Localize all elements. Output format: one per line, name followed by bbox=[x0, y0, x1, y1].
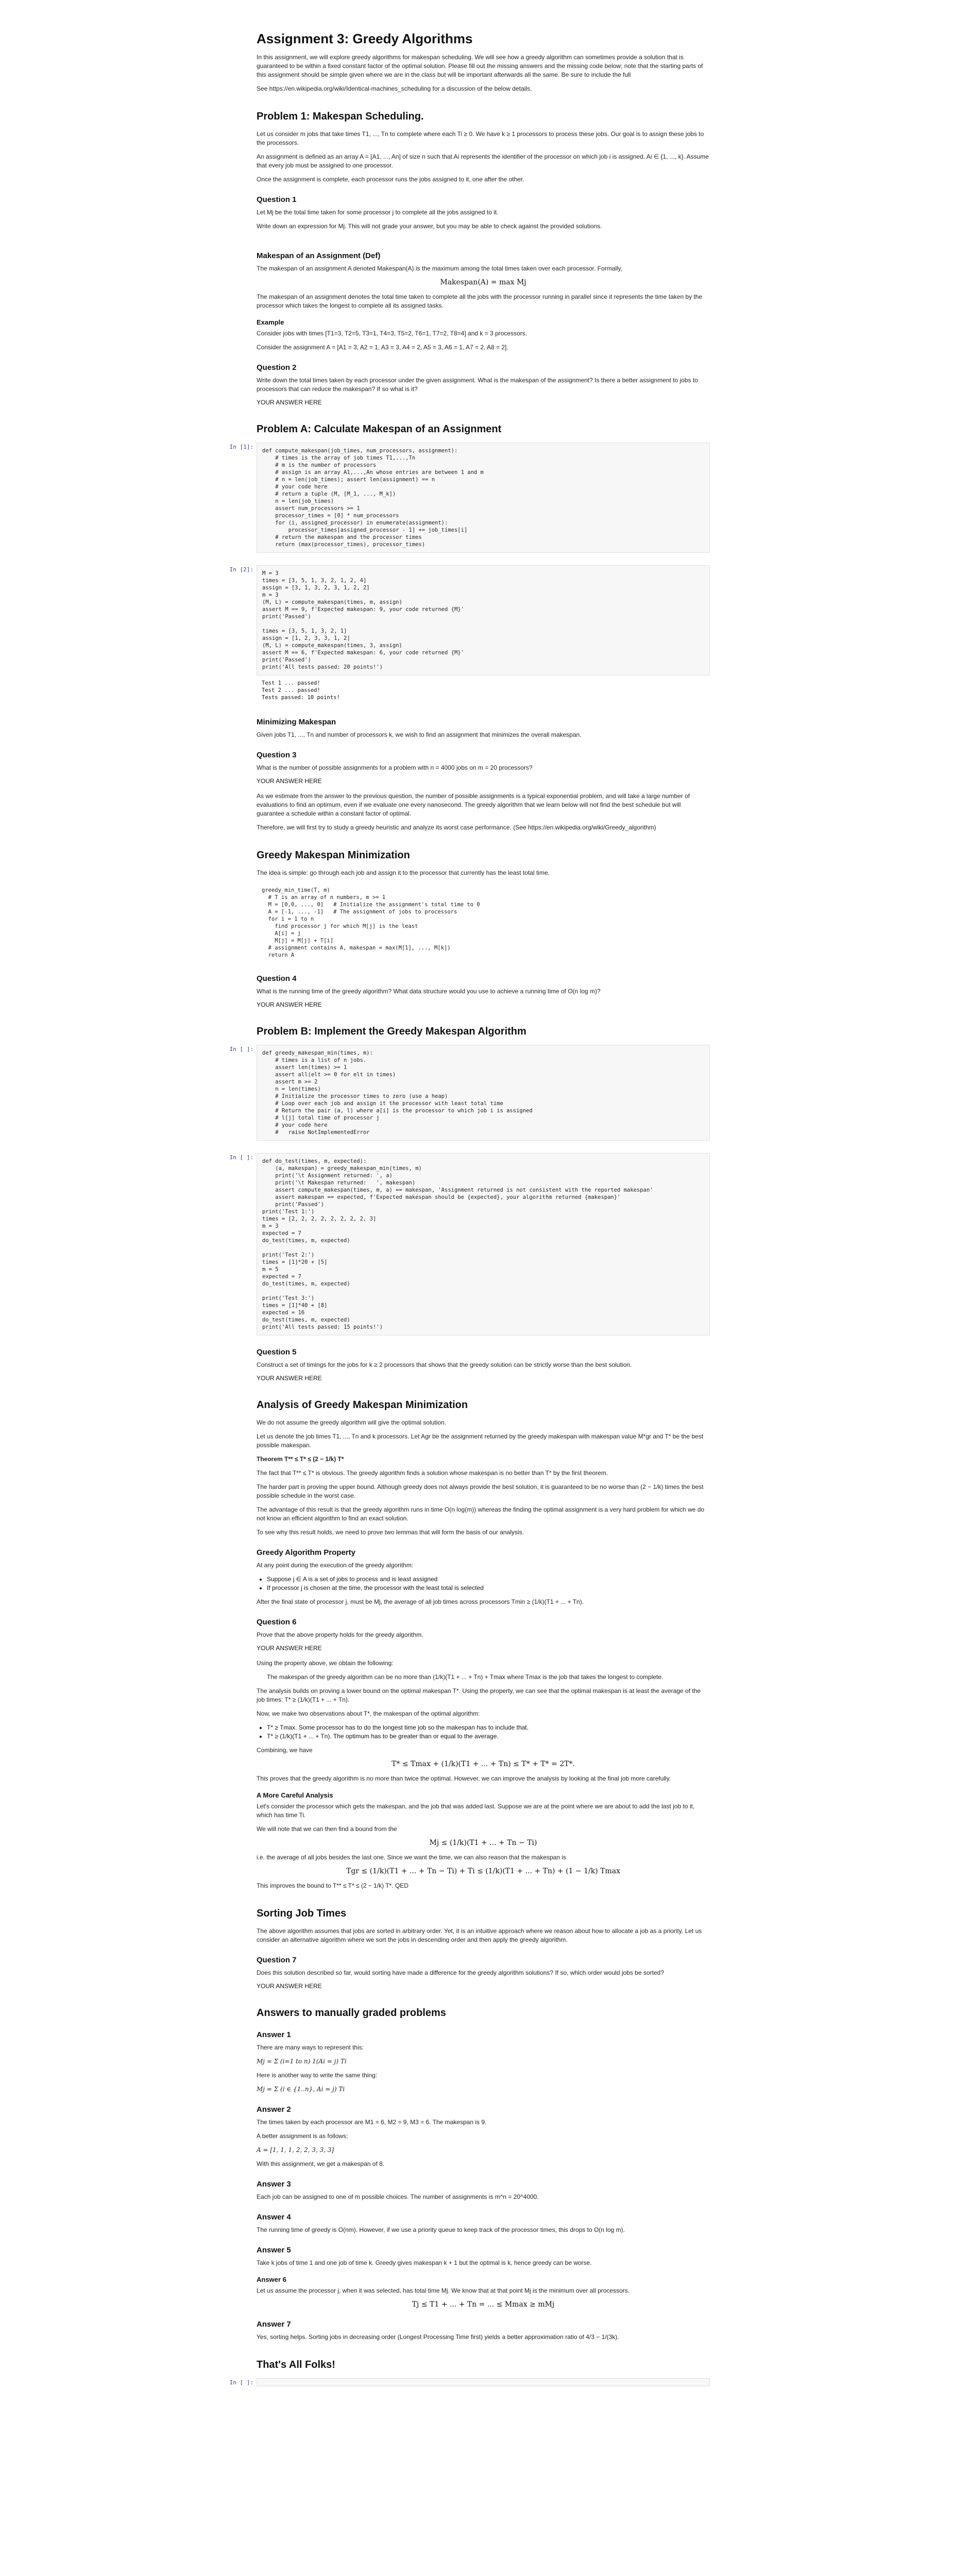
code-editor[interactable]: def greedy_makespan_min(times, m): # times is a list of n jobs. assert len(times) >= 1 assert all(elt >= 0 for elt in times) assert m >= 2 n = len(times) # Initialize the processor times to zero (use a heap) # Loop over each job and assign it the processor with least total time # Return the pair (a, l) where a[i] is the processor to which job i is assigned # l[j] total time of processor j # your code here # raise NotImplementedError bbox=[257, 1045, 710, 1141]
makespan-formula: Makespan(A) = max Mj bbox=[440, 278, 526, 286]
careful-analysis-text3: i.e. the average of all jobs besides the last one. Since we want the time, we can also reason that the makespan is bbox=[257, 1854, 567, 1861]
notebook bbox=[229, 0, 710, 2386]
list-item: • T* ≥ Tmax. Some processor has to do the longest time job so the makespan has to include that. bbox=[267, 1723, 710, 1732]
property-list bbox=[267, 1575, 710, 1592]
question3-text3[interactable]: Therefore, we will first try to study a greedy heuristic and analyze its worst case performance. (See https://en.wikipedia.org/wiki/Greedy_algorithm) bbox=[257, 824, 656, 831]
careful-analysis-text2: We will note that we can then find a bound from the bbox=[257, 1825, 397, 1833]
code-cell-empty[interactable] bbox=[229, 2378, 710, 2386]
answer2-title: Answer 2 bbox=[257, 2105, 291, 2114]
question7-title: Question 7 bbox=[257, 1956, 297, 1964]
greedy-pseudocode: greedy_min_time(T, m) # T is an array of n numbers, m >= 1 M = [0,0, ..., 0] # Initialize the assignment's total time to 0 A = [-1, ..., -1] # The assignment of jobs to processors for i = 1 to n find processor j for which M[j] is the least A[i] = j M[j] = M[j] + T[i] # assignment contains A, makespan = max(M[1], ..., M[k]) return A bbox=[257, 883, 710, 963]
question6-text: Prove that the above property holds for the greedy algorithm. bbox=[257, 1631, 423, 1638]
question2-title: Question 2 bbox=[257, 363, 297, 372]
finale-title: That's All Folks! bbox=[257, 2359, 335, 2370]
problem1-title: Problem 1: Makespan Scheduling. bbox=[257, 111, 424, 122]
question6-text7: This proves that the greedy algorithm is no more than twice the optimal. However, we can improve the analysis by looking at the final job more carefully. bbox=[257, 1775, 671, 1782]
answer2-text2: A better assignment is as follows: bbox=[257, 2132, 348, 2140]
answer3-text: Each job can be assigned to one of m possible choices. The number of assignments is m^n = 20^4000. bbox=[257, 2193, 539, 2200]
question6-title: Question 6 bbox=[257, 1618, 297, 1626]
page-title: Assignment 3: Greedy Algorithms bbox=[257, 31, 473, 46]
analysis-cell bbox=[257, 1399, 710, 1890]
greedy-title: Greedy Makespan Minimization bbox=[257, 850, 410, 861]
answer6-title: Answer 6 bbox=[257, 2276, 286, 2283]
list-item: • T* ≥ (1/k)(T1 + ... + Tn). The optimum has to be greater than or equal to the average. bbox=[267, 1732, 710, 1741]
careful-analysis-text4: This improves the bound to T** ≤ T* ≤ (2 − 1/k) T*. QED bbox=[257, 1882, 409, 1889]
makespan-def-title: Makespan of an Assignment (Def) bbox=[257, 251, 381, 260]
question7-text: Does this solution described so far, would sorting have made a difference for the greedy algorithm solutions? If so, which order would jobs be sorted? bbox=[257, 1969, 664, 1976]
answer-placeholder-q2[interactable]: YOUR ANSWER HERE bbox=[257, 399, 322, 406]
code-cell-4[interactable] bbox=[229, 1153, 710, 1335]
code-cell-3[interactable] bbox=[229, 1045, 710, 1141]
answer5-text: Take k jobs of time 1 and one job of time k. Greedy gives makespan k + 1 but the optimal is k, hence greedy can be worse. bbox=[257, 2259, 592, 2266]
example-text2: Consider the assignment A = [A1 = 3, A2 = 1, A3 = 3, A4 = 2, A5 = 3, A6 = 1, A7 = 2, A8 = 2]. bbox=[257, 344, 508, 351]
analysis-text5: The advantage of this result is that the greedy algorithm runs in time O(n log(m)) whereas the finding the optimal assignment is a very hard problem for which we do not know an efficient algorithm to find an exact solution. bbox=[257, 1506, 705, 1522]
code-editor[interactable] bbox=[257, 2378, 710, 2386]
code-editor[interactable]: M = 3 times = [3, 5, 1, 3, 2, 1, 2, 4] assign = [3, 1, 3, 2, 3, 1, 2, 2] m = 3 (M, L) = compute_makespan(times, m, assign) assert M == 9, f'Expected makespan: 9, your code returned {M}' print('Passed') times = [3, 5, 1, 3, 2, 1] assign = [1, 2, 3, 3, 1, 2] (M, L) = compute_makespan(times, 3, assign) assert M == 6, f'Expected makespan: 6, your code returned {M}' print('Passed') print('All tests passed: 20 points!') bbox=[257, 565, 710, 675]
answer-placeholder-q7[interactable]: YOUR ANSWER HERE bbox=[257, 1982, 322, 1990]
problemA-title: Problem A: Calculate Makespan of an Assignment bbox=[257, 423, 502, 435]
answer1-title: Answer 1 bbox=[257, 2030, 291, 2039]
answer-placeholder-q4[interactable]: YOUR ANSWER HERE bbox=[257, 1001, 322, 1008]
answer1-formula: Mj = Σ (i=1 to n) 1(Ai = j) Ti bbox=[257, 2058, 347, 2065]
cell-prompt: In [2]: bbox=[229, 566, 253, 573]
cell-prompt: In [ ]: bbox=[229, 1154, 253, 1161]
careful-analysis-title: A More Careful Analysis bbox=[257, 1791, 333, 1799]
careful-analysis-text: Let's consider the processor which gets the makespan, and the job that was added last. Suppose we are at the point where we are about to add the last job to it, which has time Ti. bbox=[257, 1803, 695, 1819]
title-cell bbox=[257, 31, 710, 93]
minimizing-title: Minimizing Makespan bbox=[257, 718, 336, 726]
problemB-cell bbox=[229, 1026, 710, 1382]
answer2-text3: With this assignment, we get a makespan of 8. bbox=[257, 2160, 385, 2167]
property-title: Greedy Algorithm Property bbox=[257, 1548, 355, 1557]
answer6-text: Let us assume the processor j, when it was selected, has total time Mj. We know that at that point Mj is the minimum over all processors. bbox=[257, 2287, 630, 2294]
question4-text: What is the running time of the greedy algorithm? What data structure would you use to achieve a running time of O(n log m)? bbox=[257, 988, 601, 995]
answer2-formula: A = [1, 1, 1, 2, 2, 3, 3, 3] bbox=[257, 2146, 334, 2154]
analysis-text4: The harder part is proving the upper bound. Although greedy does not always provide the best solution, it is guaranteed to be no worse than (2 − 1/k) times the best possible schedule in the worst case. bbox=[257, 1483, 704, 1499]
question6-text3: The makespan of the greedy algorithm can be no more than (1/k)(T1 + ... + Tn) + Tmax where Tmax is the job that takes the longest to complete. bbox=[267, 1673, 663, 1681]
answer4-text: The running time of greedy is O(nm). However, if we use a priority queue to keep track of the processor times, this drops to O(n log m). bbox=[257, 2226, 625, 2233]
question6-text4: The analysis builds on proving a lower bound on the optimal makespan T*. Using the property, we can see that the optimal makespan is at least the average of the job times: T* ≥ (1/k)(T1 + ... + Tn). bbox=[257, 1687, 701, 1703]
answer7-text: Yes, sorting helps. Sorting jobs in decreasing order (Longest Processing Time first) yields a better approximation ratio of 4/3 − 1/(3k). bbox=[257, 2333, 619, 2341]
question3-title: Question 3 bbox=[257, 751, 297, 759]
answer7-title: Answer 7 bbox=[257, 2320, 291, 2329]
careful-formula1: Mj ≤ (1/k)(T1 + ... + Tn − Ti) bbox=[429, 1839, 537, 1847]
property-text: At any point during the execution of the greedy algorithm: bbox=[257, 1562, 414, 1569]
question1-title: Question 1 bbox=[257, 195, 297, 204]
cell-output: Test 1 ... passed! Test 2 ... passed! Tests passed: 10 points! bbox=[262, 680, 340, 701]
minimizing-text: Given jobs T1, ..., Tn and number of processors k, we wish to find an assignment that minimizes the overall makespan. bbox=[257, 731, 582, 738]
sorting-text: The above algorithm assumes that jobs are sorted in arbitrary order. Yet, it is an intuitive approach where we reason about how to allocate a job as a priority. Let us consider an alternative algorithm where we sort the jobs in descending order and then apply the greedy algorithm. bbox=[257, 1927, 702, 1943]
problem1-text2: An assignment is defined as an array A = [A1, ..., An] of size n such that Ai represents the identifier of the processor on which job i is assigned. Ai ∈ {1, ..., k}. Assume that every job must be assigned to one processor. bbox=[257, 153, 709, 169]
list-item: • Suppose j ∈ A is a set of jobs to process and is least assigned bbox=[267, 1575, 710, 1584]
makespan-def-text: The makespan of an assignment A denoted Makespan(A) is the maximum among the total times taken over each processor. Formally, bbox=[257, 265, 623, 272]
answer3-title: Answer 3 bbox=[257, 2180, 291, 2189]
question4-title: Question 4 bbox=[257, 974, 297, 983]
answer1-text: There are many ways to represent this: bbox=[257, 2044, 364, 2051]
cell-prompt: In [1]: bbox=[229, 444, 253, 450]
problem1-text3: Once the assignment is complete, each processor runs the jobs assigned to it, one after the other. bbox=[257, 176, 524, 183]
answer-placeholder-q5[interactable]: YOUR ANSWER HERE bbox=[257, 1375, 322, 1382]
greedy-cell bbox=[257, 850, 710, 1008]
question3-text: What is the number of possible assignments for a problem with n = 4000 jobs on m = 20 processors? bbox=[257, 764, 533, 771]
answer1-formula2: Mj = Σ (i ∈ {1..n}, Ai = j) Ti bbox=[257, 2086, 345, 2093]
analysis-text2: Let us denote the job times T1, ..., Tn and k processors. Let Agr be the assignment returned by the greedy makespan with makespan value M*gr and T* be the best possible makespan. bbox=[257, 1433, 704, 1449]
analysis-text1: We do not assume the greedy algorithm will give the optimal solution. bbox=[257, 1419, 446, 1426]
sorting-title: Sorting Job Times bbox=[257, 1908, 347, 1919]
finale-cell bbox=[229, 2359, 710, 2386]
answer-placeholder-q3[interactable]: YOUR ANSWER HERE bbox=[257, 777, 322, 785]
question6-text6: Combining, we have bbox=[257, 1747, 313, 1754]
analysis-text6: To see why this result holds, we need to prove two lemmas that will form the basis of our analysis. bbox=[257, 1529, 524, 1536]
example-title: Example bbox=[257, 318, 284, 326]
question6-text5: Now, we make two observations about T*, the makespan of the optimal algorithm: bbox=[257, 1710, 480, 1717]
cell-prompt: In [ ]: bbox=[229, 1046, 253, 1053]
problemA-cell bbox=[229, 423, 710, 832]
question1-text: Let Mj be the total time taken for some processor j to complete all the jobs assigned to it. bbox=[257, 209, 499, 216]
answer5-title: Answer 5 bbox=[257, 2246, 291, 2255]
answer6-formula: Tj ≤ T1 + ... + Tn = ... ≤ Mmax ≥ mMj bbox=[412, 2300, 555, 2309]
problem1-cell bbox=[257, 111, 710, 406]
answers-title: Answers to manually graded problems bbox=[257, 2007, 446, 2019]
sorting-cell bbox=[257, 1908, 710, 1990]
analysis-theorem: Theorem T** ≤ T* ≤ (2 − 1/k) T* bbox=[257, 1455, 344, 1463]
question1-text2: Write down an expression for Mj. This will not grade your answer, but you may be able to check against the provided solutions. bbox=[257, 223, 602, 230]
list-item: • If processor j is chosen at the time, the processor with the least total is selected bbox=[267, 1584, 710, 1592]
makespan-def-text2: The makespan of an assignment denotes the total time taken to complete all the jobs with the processor running in parallel since it represents the time taken by the processor which takes the longest to complete all its assigned tasks. bbox=[257, 293, 703, 309]
property-text2: After the final state of processor j, must be Mj, the average of all job times across processors Tmin ≥ (1/k)(T1 + ... + Tn). bbox=[257, 1598, 584, 1605]
answer-placeholder-q6[interactable]: YOUR ANSWER HERE bbox=[257, 1645, 322, 1652]
answer2-text: The times taken by each processor are M1 = 6, M2 = 9, M3 = 6. The makespan is 9. bbox=[257, 2119, 487, 2126]
analysis-title: Analysis of Greedy Makespan Minimization bbox=[257, 1399, 468, 1411]
question5-title: Question 5 bbox=[257, 1348, 297, 1357]
problem1-text1: Let us consider m jobs that take times T1, ..., Tn to complete where each Ti ≥ 0. We have k ≥ 1 processors to process these jobs. Our goal is to assign these jobs to the processors. bbox=[257, 130, 704, 146]
careful-formula2: Tgr ≤ (1/k)(T1 + ... + Tn − Ti) + Ti ≤ (1/k)(T1 + ... + Tn) + (1 − 1/k) Tmax bbox=[346, 1867, 620, 1875]
example-text: Consider jobs with times [T1=3, T2=5, T3=1, T4=3, T5=2, T6=1, T7=2, T8=4] and k = 3 processors. bbox=[257, 330, 527, 337]
code-editor[interactable]: def do_test(times, m, expected): (a, makespan) = greedy_makespan_min(times, m) print('\t Assignment returned: ', a) print('\t Makespan returned: ', makespan) assert compute_makespan(times, m, a) == makespan, 'Assignment returned is not consistent with the reported makespan' assert makespan == expected, f'Expected makespan should be {expected}, your algorithm returned {makespan}' print('Passed') print('Test 1:') times = [2, 2, 2, 2, 2, 2, 2, 2, 3] m = 3 expected = 7 do_test(times, m, expected) print('Test 2:') times = [1]*20 + [5] m = 5 expected = 7 do_test(times, m, expected) print('Test 3:') times = [1]*40 + [8] expected = 16 do_test(times, m, expected) print('All tests passed: 15 points!') bbox=[257, 1153, 710, 1335]
question5-text: Construct a set of timings for the jobs for k ≥ 2 processors that shows that the greedy solution can be strictly worse than the best solution. bbox=[257, 1361, 632, 1368]
intro-link-text[interactable]: See https://en.wikipedia.org/wiki/Identical-machines_scheduling for a discussion of the below details. bbox=[257, 85, 532, 92]
answers-cell bbox=[257, 2007, 710, 2342]
intro-text: In this assignment, we will explore greedy algorithms for makespan scheduling. We will see how a greedy algorithm can sometimes provide a solution that is guaranteed to be within a fixed constant factor of the optimal solution. Please fill out the missing answers and the missing code below; note that the starting parts of this assignment should be simple given where we are in the class but will be important afterwards all the same. Be sure to include the full bbox=[257, 54, 703, 78]
question2-text: Write down the total times taken by each processor under the given assignment. What is the makespan of the assignment? Is there a better assignment to jobs to processors that can reduce the makespan? If so what is it? bbox=[257, 377, 698, 393]
analysis-text3: The fact that T** ≤ T* is obvious. The greedy algorithm finds a solution whose makespan is no better than T* by the first theorem. bbox=[257, 1469, 608, 1477]
answer1-text2: Here is another way to write the same thing: bbox=[257, 2072, 378, 2079]
code-cell-1[interactable] bbox=[229, 443, 710, 553]
code-editor[interactable]: def compute_makespan(job_times, num_processors, assignment): # times is the array of job times T1,...,Tn # m is the number of processors # assign is an array A1,...,An whose entries are between 1 and m # n = len(job_times); assert len(assignment) == n # your code here # return a tuple (M, [M_1, ..., M_k]) n = len(job_times) assert num_processors >= 1 processor_times = [0] * num_processors for (i, assigned_processor) in enumerate(assignment): processor_times[assigned_processor - 1] += job_times[i] # return the makespan and the processor times return (max(processor_times), processor_times) bbox=[257, 443, 710, 553]
problemB-title: Problem B: Implement the Greedy Makespan Algorithm bbox=[257, 1026, 526, 1037]
question3-text2: As we estimate from the answer to the previous question, the number of possible assignments is a typical exponential problem, and will take a large number of evaluations to find an optimum, even if we evaluate one every nanosecond. The greedy algorithm that we learn below will not find the best schedule but will guarantee a schedule within a constant factor of optimal. bbox=[257, 792, 690, 817]
greedy-text: The idea is simple: go through each job and assign it to the processor that currently has the least total time. bbox=[257, 869, 550, 876]
question6-text2: Using the property above, we obtain the following: bbox=[257, 1659, 394, 1667]
answer4-title: Answer 4 bbox=[257, 2213, 291, 2222]
cell-prompt: In [ ]: bbox=[229, 2379, 253, 2386]
observation-list bbox=[267, 1723, 710, 1741]
bound-formula: T* ≤ Tmax + (1/k)(T1 + ... + Tn) ≤ T* + T* = 2T*. bbox=[392, 1760, 575, 1768]
code-cell-2[interactable] bbox=[229, 565, 710, 705]
